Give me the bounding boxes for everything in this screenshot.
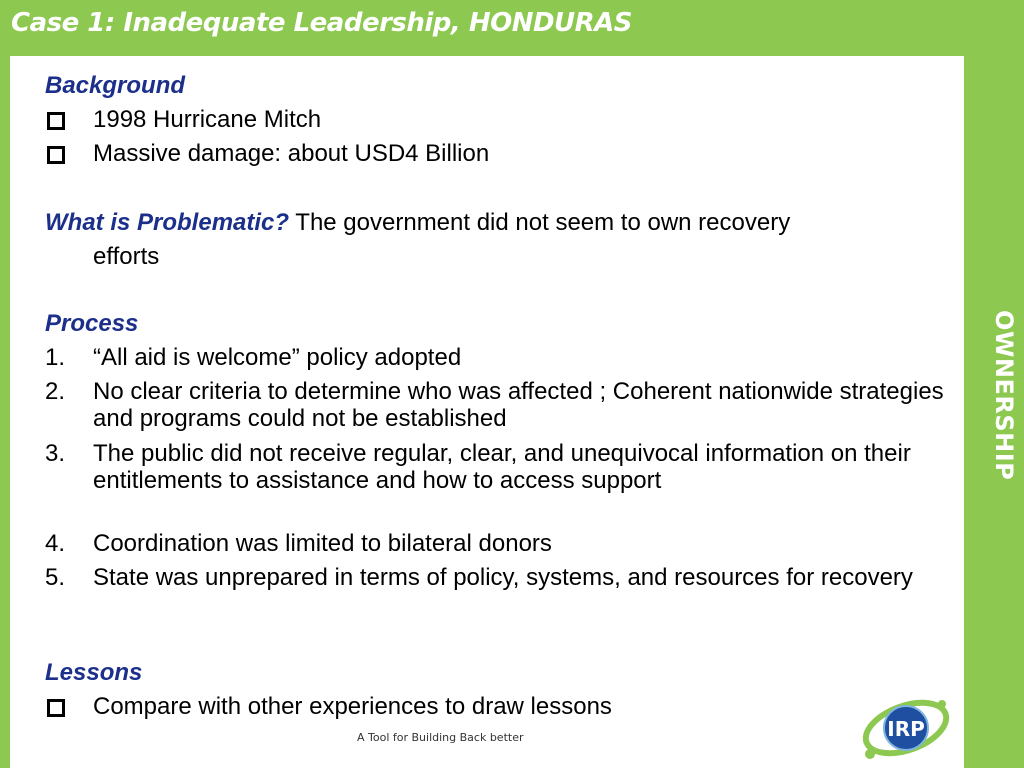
problem-text: The government did not seem to own recovery	[289, 209, 791, 236]
list-text: No clear criteria to determine who was affected ; Coherent nationwide strategies and programs could not be established	[93, 378, 944, 432]
list-text: State was unprepared in terms of policy, systems, and resources for recovery	[93, 564, 913, 591]
list-number: 1.	[45, 344, 66, 371]
checkbox-bullet-icon	[47, 112, 65, 130]
list-text: The public did not receive regular, clear, and unequivocal information on their entitlements to assistance and how to access support	[93, 440, 911, 494]
bullet-text: Massive damage: about USD4 Billion	[93, 140, 490, 167]
bullet-text: Compare with other experiences to draw lessons	[93, 693, 612, 720]
list-text: “All aid is welcome” policy adopted	[93, 344, 462, 371]
slide-title: Case 1: Inadequate Leadership, HONDURAS	[11, 8, 633, 38]
logo-text: IRP	[887, 717, 925, 741]
background-heading: Background	[45, 72, 186, 99]
footer-text: A Tool for Building Back better	[357, 731, 524, 744]
content-panel	[10, 56, 964, 768]
checkbox-bullet-icon	[47, 699, 65, 717]
lessons-heading: Lessons	[45, 659, 143, 686]
list-number: 3.	[45, 440, 66, 467]
list-number: 4.	[45, 530, 66, 557]
list-text: Coordination was limited to bilateral donors	[93, 530, 552, 557]
process-heading: Process	[45, 310, 139, 337]
bullet-text: 1998 Hurricane Mitch	[93, 106, 322, 133]
side-section-label: OWNERSHIP	[990, 309, 1018, 481]
problem-paragraph	[45, 209, 790, 237]
checkbox-bullet-icon	[47, 146, 65, 164]
list-number: 2.	[45, 378, 66, 405]
problem-text-continued: efforts	[93, 243, 160, 270]
problem-heading: What is Problematic?	[45, 209, 290, 236]
irp-logo	[850, 696, 956, 762]
list-number: 5.	[45, 564, 66, 591]
